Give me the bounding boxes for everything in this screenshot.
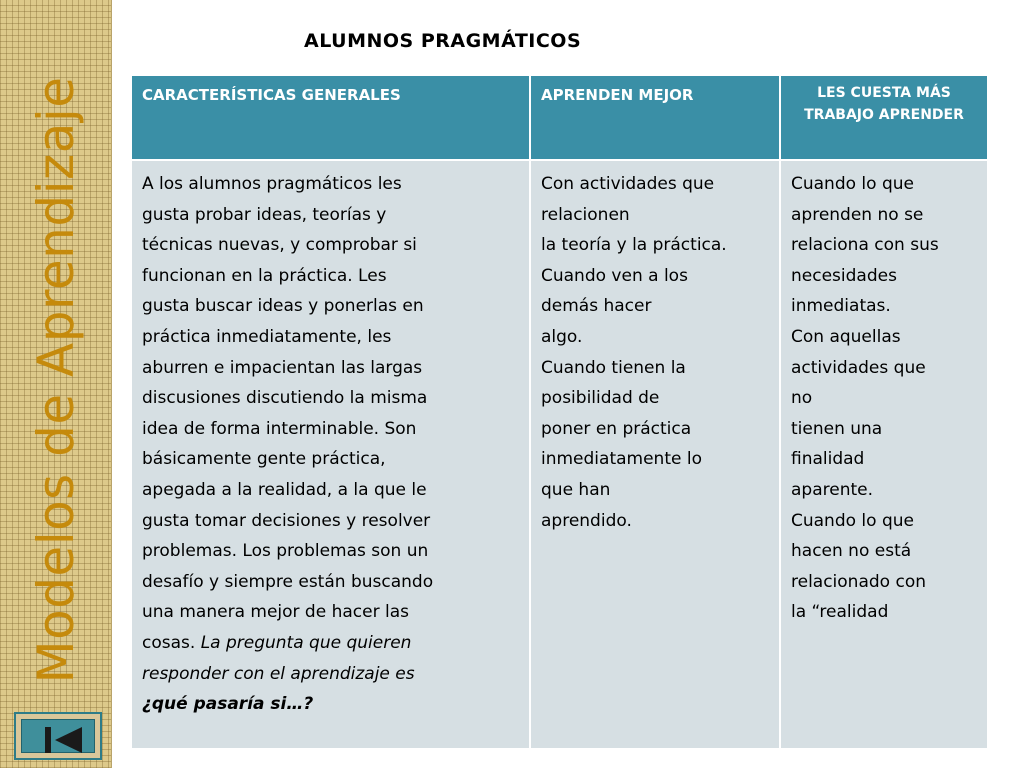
text-line: actividades que — [791, 357, 926, 378]
text-line: hacen no está — [791, 541, 912, 562]
learning-styles-table — [132, 76, 989, 748]
table-row — [132, 160, 988, 748]
text-line: apegada a la realidad, a la que le — [142, 479, 427, 500]
text-line: relacionen — [541, 204, 630, 225]
cell-les-cuesta — [780, 160, 988, 748]
text-line: la “realidad — [791, 602, 889, 623]
cell-aprenden-mejor — [530, 160, 780, 748]
text-line: posibilidad de — [541, 388, 660, 409]
text-line: aburren e impacientan las largas — [142, 357, 423, 378]
text-line: una manera mejor de hacer las — [142, 602, 409, 623]
text-line: Cuando tienen la — [541, 357, 686, 378]
header-les-cuesta: LES CUESTA MÁS TRABAJO APRENDER — [780, 76, 988, 160]
text-line: aprendido. — [541, 510, 632, 531]
text-line: inmediatas. — [791, 296, 891, 317]
text-line: Cuando lo que — [791, 510, 914, 531]
text-line: necesidades — [791, 265, 897, 286]
text-line: desafío y siempre están buscando — [142, 571, 434, 592]
text-line-mixed — [142, 628, 519, 659]
question-line: ¿qué pasaría si…? — [142, 694, 314, 715]
text-italic: La pregunta que quieren — [200, 632, 412, 653]
text-line: idea de forma interminable. Son — [142, 418, 417, 439]
text-line: básicamente gente práctica, — [142, 449, 386, 470]
text-line: aparente. — [791, 479, 874, 500]
text-line: inmediatamente lo — [541, 449, 702, 470]
header-aprenden-mejor: APRENDEN MEJOR — [530, 76, 780, 160]
text-line: que han — [541, 479, 611, 500]
cell-caracteristicas — [132, 160, 530, 748]
text-line: técnicas nuevas, y comprobar si — [142, 235, 417, 256]
page-title: ALUMNOS PRAGMÁTICOS — [304, 30, 582, 52]
skip-back-icon — [42, 723, 86, 757]
text-line: demás hacer — [541, 296, 652, 317]
text-line: A los alumnos pragmáticos les — [142, 174, 402, 194]
text-line: relaciona con sus — [791, 235, 939, 256]
text-line: tienen una — [791, 418, 883, 439]
text-line: la teoría y la práctica. — [541, 235, 727, 256]
side-strip — [0, 0, 112, 768]
text-line: problemas. Los problemas son un — [142, 541, 429, 562]
text-line: práctica inmediatamente, les — [142, 326, 392, 347]
nav-button-face — [21, 719, 95, 753]
text-line: Cuando lo que — [791, 174, 914, 194]
text-line: Con actividades que — [541, 174, 715, 194]
text-line: algo. — [541, 326, 583, 347]
text-line: no — [791, 388, 813, 409]
text-line: Con aquellas — [791, 326, 901, 347]
text-line: discusiones discutiendo la misma — [142, 388, 428, 409]
table-header-row — [132, 76, 988, 160]
text-normal: cosas. — [142, 632, 201, 653]
text-line-italic: responder con el aprendizaje es — [142, 663, 415, 684]
side-title: Modelos de Aprendizaje — [27, 76, 85, 684]
text-line: gusta buscar ideas y ponerlas en — [142, 296, 424, 317]
header-caracteristicas: CARACTERÍSTICAS GENERALES — [132, 76, 530, 160]
text-line: gusta probar ideas, teorías y — [142, 204, 387, 225]
text-line: funcionan en la práctica. Les — [142, 265, 387, 286]
text-line: aprenden no se — [791, 204, 924, 225]
text-line: poner en práctica — [541, 418, 692, 439]
text-line: relacionado con — [791, 571, 926, 592]
text-line: gusta tomar decisiones y resolver — [142, 510, 431, 531]
back-to-start-button[interactable] — [14, 712, 102, 760]
text-line: Cuando ven a los — [541, 265, 688, 286]
text-line: finalidad — [791, 449, 865, 470]
